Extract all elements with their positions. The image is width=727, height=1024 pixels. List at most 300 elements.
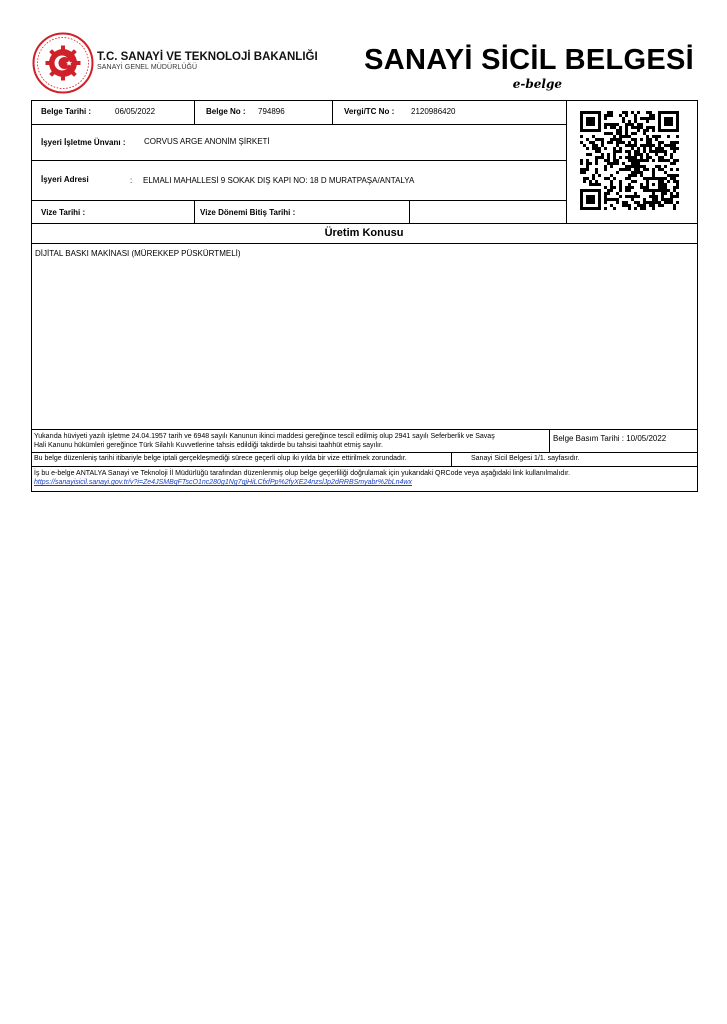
qr-module xyxy=(658,120,661,123)
qr-module xyxy=(598,138,601,141)
qr-module xyxy=(589,153,592,156)
qr-module xyxy=(652,150,655,153)
qr-module xyxy=(664,144,667,147)
qr-module xyxy=(589,123,592,126)
qr-module xyxy=(673,162,676,165)
production-item: DİJİTAL BASKI MAKİNASI (MÜREKKEP PÜSKÜRTMELİ) xyxy=(35,249,241,258)
qr-module xyxy=(631,171,634,174)
qr-module xyxy=(664,201,667,204)
qr-module xyxy=(634,171,637,174)
qr-module xyxy=(619,135,622,138)
qr-module xyxy=(631,123,634,126)
qr-module xyxy=(670,117,673,120)
qr-module xyxy=(670,168,673,171)
qr-module xyxy=(580,189,583,192)
qr-module xyxy=(673,129,676,132)
qr-module xyxy=(592,207,595,210)
qr-module xyxy=(589,180,592,183)
isyeri-adresi-colon: : xyxy=(130,176,133,185)
qr-module xyxy=(613,138,616,141)
qr-module xyxy=(673,195,676,198)
qr-module xyxy=(610,162,613,165)
qr-module xyxy=(625,150,628,153)
verification-notice: İş bu e-belge ANTALYA Sanayi ve Teknoloji İl Müdürlüğü tarafından düzenlenmiş olup belge geçerliliği doğrulamak için yukarıdaki QRCode veya aşağıdaki link kullanılmalıdır. xyxy=(34,470,571,477)
qr-module xyxy=(580,159,583,162)
qr-module xyxy=(655,198,658,201)
qr-module xyxy=(586,111,589,114)
qr-module xyxy=(607,141,610,144)
vergi-no-label: Vergi/TC No : xyxy=(344,107,395,116)
qr-module xyxy=(616,144,619,147)
qr-module xyxy=(598,201,601,204)
qr-module xyxy=(628,189,631,192)
qr-module xyxy=(676,180,679,183)
qr-module xyxy=(661,192,664,195)
qr-module xyxy=(625,177,628,180)
qr-module xyxy=(589,183,592,186)
qr-module xyxy=(598,207,601,210)
belge-tarihi-value: 06/05/2022 xyxy=(115,107,156,116)
qr-module xyxy=(646,135,649,138)
qr-module xyxy=(625,126,628,129)
qr-module xyxy=(592,183,595,186)
qr-module xyxy=(661,141,664,144)
qr-module xyxy=(640,138,643,141)
qr-module xyxy=(631,186,634,189)
qr-module xyxy=(628,174,631,177)
qr-module xyxy=(607,192,610,195)
directorate-name: SANAYİ GENEL MÜDÜRLÜĞÜ xyxy=(97,64,198,71)
qr-module xyxy=(604,165,607,168)
qr-module xyxy=(676,186,679,189)
qr-module xyxy=(640,156,643,159)
qr-module xyxy=(631,156,634,159)
qr-module xyxy=(595,156,598,159)
qr-module xyxy=(616,123,619,126)
qr-module xyxy=(580,135,583,138)
qr-module xyxy=(604,114,607,117)
qr-module xyxy=(658,111,661,114)
qr-module xyxy=(673,180,676,183)
qr-module xyxy=(616,132,619,135)
qr-module xyxy=(628,204,631,207)
qr-module xyxy=(673,186,676,189)
qr-module xyxy=(592,111,595,114)
production-heading: Üretim Konusu xyxy=(324,227,404,239)
legal-notice-line-2: Hali Kanunu hükümleri gereğince Türk Silahlı Kuvvetlerine tahsis edildiği takdirde bu tahsisi taahhüt etmiş sayılır. xyxy=(34,441,383,449)
qr-module xyxy=(640,126,643,129)
qr-module xyxy=(613,150,616,153)
qr-module xyxy=(658,135,661,138)
qr-module xyxy=(634,201,637,204)
qr-module xyxy=(634,144,637,147)
qr-module xyxy=(676,135,679,138)
qr-module xyxy=(676,195,679,198)
qr-module xyxy=(670,153,673,156)
qr-module xyxy=(610,123,613,126)
qr-module xyxy=(658,186,661,189)
qr-module xyxy=(646,168,649,171)
qr-module xyxy=(595,150,598,153)
qr-module xyxy=(664,120,667,123)
qr-module xyxy=(634,114,637,117)
qr-module xyxy=(586,207,589,210)
qr-module xyxy=(664,198,667,201)
qr-module xyxy=(649,144,652,147)
qr-module xyxy=(646,117,649,120)
qr-module xyxy=(631,138,634,141)
qr-module xyxy=(649,195,652,198)
qr-module xyxy=(631,144,634,147)
qr-module xyxy=(610,180,613,183)
qr-module xyxy=(643,132,646,135)
qr-module xyxy=(646,129,649,132)
qr-module xyxy=(622,141,625,144)
qr-module xyxy=(634,126,637,129)
qr-module xyxy=(640,165,643,168)
qr-module xyxy=(646,186,649,189)
qr-module xyxy=(589,129,592,132)
qr-module xyxy=(661,168,664,171)
belge-no-label: Belge No : xyxy=(206,107,246,116)
qr-module xyxy=(613,159,616,162)
qr-module xyxy=(616,201,619,204)
qr-module xyxy=(634,165,637,168)
qr-module xyxy=(655,195,658,198)
qr-module xyxy=(616,150,619,153)
qr-module xyxy=(628,195,631,198)
qr-module xyxy=(643,129,646,132)
ministry-logo-icon xyxy=(32,32,94,94)
qr-module xyxy=(640,171,643,174)
qr-module xyxy=(622,111,625,114)
qr-module xyxy=(661,111,664,114)
qr-module xyxy=(628,207,631,210)
qr-module xyxy=(580,207,583,210)
qr-module xyxy=(628,144,631,147)
qr-module xyxy=(604,207,607,210)
qr-module xyxy=(604,168,607,171)
qr-module xyxy=(631,162,634,165)
qr-module xyxy=(673,150,676,153)
qr-module xyxy=(580,111,583,114)
qr-module xyxy=(676,183,679,186)
qr-module xyxy=(583,111,586,114)
qr-module xyxy=(658,156,661,159)
qr-module xyxy=(670,162,673,165)
qr-module xyxy=(598,126,601,129)
qr-module xyxy=(598,129,601,132)
qr-module xyxy=(595,180,598,183)
qr-module xyxy=(604,132,607,135)
qr-module xyxy=(667,117,670,120)
belge-tarihi-label: Belge Tarihi : xyxy=(41,107,92,116)
qr-module xyxy=(640,204,643,207)
qr-module xyxy=(673,204,676,207)
qr-module xyxy=(586,201,589,204)
qr-module xyxy=(595,159,598,162)
qr-module xyxy=(619,138,622,141)
qr-module xyxy=(580,120,583,123)
qr-module xyxy=(667,159,670,162)
qr-module xyxy=(661,147,664,150)
qr-module xyxy=(610,114,613,117)
qr-module xyxy=(664,186,667,189)
qr-module xyxy=(634,153,637,156)
qr-module xyxy=(646,201,649,204)
page-indicator: Sanayi Sicil Belgesi 1/1. sayfasıdır. xyxy=(471,455,580,462)
qr-module xyxy=(637,150,640,153)
qr-module xyxy=(634,168,637,171)
qr-module xyxy=(658,183,661,186)
qr-module xyxy=(640,174,643,177)
qr-module xyxy=(670,123,673,126)
qr-module xyxy=(655,189,658,192)
validity-notice: Bu belge düzenleniş tarihi itibariyle belge iptali gerçekleşmediği sürece geçerli olup iki yılda bir vize ettirilmek zorundadır. xyxy=(34,455,407,462)
qr-module xyxy=(592,120,595,123)
qr-module xyxy=(634,192,637,195)
qr-module xyxy=(661,156,664,159)
qr-module xyxy=(634,174,637,177)
qr-code-icon[interactable] xyxy=(580,111,679,210)
qr-module xyxy=(580,129,583,132)
qr-module xyxy=(595,111,598,114)
qr-module xyxy=(655,153,658,156)
qr-module xyxy=(649,156,652,159)
qr-module xyxy=(661,159,664,162)
qr-module xyxy=(631,126,634,129)
qr-module xyxy=(646,144,649,147)
qr-module xyxy=(583,207,586,210)
qr-module xyxy=(649,111,652,114)
qr-module xyxy=(670,198,673,201)
qr-module xyxy=(652,189,655,192)
qr-module xyxy=(664,117,667,120)
qr-module xyxy=(613,198,616,201)
qr-module xyxy=(670,177,673,180)
qr-module xyxy=(595,162,598,165)
qr-module xyxy=(625,186,628,189)
qr-module xyxy=(673,207,676,210)
qr-module xyxy=(598,189,601,192)
qr-module xyxy=(643,201,646,204)
qr-module xyxy=(667,174,670,177)
verification-link[interactable]: https://sanayisicil.sanayi.gov.tr/v?i=Ze4JSMBqFTscO1nc280g1Ng7qjHiLCfxfPp%2fyXE24nzslJp2dRRBSmyabr%2bLn4wx xyxy=(34,479,412,486)
qr-module xyxy=(595,138,598,141)
qr-module xyxy=(643,177,646,180)
qr-module xyxy=(658,147,661,150)
qr-module xyxy=(610,189,613,192)
qr-module xyxy=(601,141,604,144)
qr-module xyxy=(580,195,583,198)
qr-module xyxy=(607,111,610,114)
qr-module xyxy=(601,144,604,147)
qr-module xyxy=(589,141,592,144)
qr-module xyxy=(676,147,679,150)
qr-module xyxy=(670,195,673,198)
qr-module xyxy=(664,189,667,192)
qr-module xyxy=(658,180,661,183)
qr-module xyxy=(676,129,679,132)
qr-module xyxy=(670,129,673,132)
qr-module xyxy=(589,189,592,192)
qr-module xyxy=(598,150,601,153)
qr-module xyxy=(598,147,601,150)
qr-module xyxy=(610,183,613,186)
qr-module xyxy=(580,198,583,201)
qr-module xyxy=(652,159,655,162)
ministry-name: T.C. SANAYİ VE TEKNOLOJİ BAKANLIĞI xyxy=(97,51,318,63)
qr-module xyxy=(580,171,583,174)
qr-module xyxy=(622,117,625,120)
qr-module xyxy=(670,174,673,177)
qr-module xyxy=(595,171,598,174)
qr-module xyxy=(631,195,634,198)
qr-module xyxy=(586,129,589,132)
qr-module xyxy=(664,171,667,174)
qr-module xyxy=(607,159,610,162)
qr-module xyxy=(604,195,607,198)
qr-module xyxy=(631,111,634,114)
qr-module xyxy=(580,201,583,204)
qr-module xyxy=(625,165,628,168)
qr-module xyxy=(589,162,592,165)
qr-module xyxy=(667,120,670,123)
qr-module xyxy=(649,177,652,180)
qr-module xyxy=(673,159,676,162)
qr-module xyxy=(598,120,601,123)
qr-module xyxy=(592,129,595,132)
qr-module xyxy=(613,162,616,165)
qr-module xyxy=(673,189,676,192)
qr-module xyxy=(592,117,595,120)
qr-module xyxy=(595,147,598,150)
qr-module xyxy=(616,129,619,132)
qr-module xyxy=(619,186,622,189)
qr-module xyxy=(619,141,622,144)
qr-module xyxy=(625,123,628,126)
qr-module xyxy=(592,135,595,138)
qr-module xyxy=(664,111,667,114)
qr-module xyxy=(625,204,628,207)
qr-module xyxy=(640,186,643,189)
legal-notice xyxy=(34,433,546,450)
qr-module xyxy=(673,144,676,147)
qr-module xyxy=(580,204,583,207)
isyeri-unvani-value: CORVUS ARGE ANONİM ŞİRKETİ xyxy=(144,137,270,146)
qr-module xyxy=(667,144,670,147)
qr-module xyxy=(586,159,589,162)
qr-module xyxy=(631,147,634,150)
qr-module xyxy=(676,159,679,162)
qr-module xyxy=(616,192,619,195)
qr-module xyxy=(628,186,631,189)
qr-module xyxy=(655,150,658,153)
belge-no-value: 794896 xyxy=(258,107,285,116)
qr-module xyxy=(610,141,613,144)
qr-module xyxy=(640,144,643,147)
qr-module xyxy=(643,159,646,162)
qr-module xyxy=(586,123,589,126)
qr-module xyxy=(637,168,640,171)
qr-module xyxy=(643,147,646,150)
qr-module xyxy=(646,141,649,144)
qr-module xyxy=(628,159,631,162)
qr-module xyxy=(619,189,622,192)
qr-module xyxy=(631,165,634,168)
qr-module xyxy=(676,126,679,129)
qr-module xyxy=(655,177,658,180)
qr-module xyxy=(649,201,652,204)
qr-module xyxy=(598,123,601,126)
qr-module xyxy=(643,186,646,189)
qr-module xyxy=(580,117,583,120)
qr-module xyxy=(643,198,646,201)
qr-module xyxy=(628,135,631,138)
qr-module xyxy=(640,159,643,162)
qr-module xyxy=(592,141,595,144)
qr-module xyxy=(586,162,589,165)
qr-module xyxy=(604,117,607,120)
qr-module xyxy=(625,195,628,198)
e-belge-subtitle: e-belge xyxy=(512,77,562,91)
qr-module xyxy=(595,189,598,192)
qr-module xyxy=(610,132,613,135)
qr-module xyxy=(604,198,607,201)
qr-module xyxy=(619,180,622,183)
qr-module xyxy=(601,156,604,159)
qr-module xyxy=(646,153,649,156)
qr-module xyxy=(619,132,622,135)
qr-module xyxy=(640,153,643,156)
qr-module xyxy=(664,150,667,153)
qr-module xyxy=(637,195,640,198)
qr-module xyxy=(649,189,652,192)
qr-module xyxy=(634,162,637,165)
qr-module xyxy=(592,201,595,204)
qr-module xyxy=(667,180,670,183)
qr-module xyxy=(658,141,661,144)
qr-module xyxy=(652,201,655,204)
qr-module xyxy=(652,177,655,180)
qr-module xyxy=(625,156,628,159)
qr-module xyxy=(673,141,676,144)
qr-module xyxy=(637,147,640,150)
qr-module xyxy=(604,159,607,162)
vize-bitis-label: Vize Dönemi Bitiş Tarihi : xyxy=(200,208,296,217)
qr-module xyxy=(583,189,586,192)
qr-module xyxy=(598,117,601,120)
qr-module xyxy=(592,177,595,180)
qr-module xyxy=(655,201,658,204)
qr-module xyxy=(613,156,616,159)
qr-module xyxy=(637,165,640,168)
qr-module xyxy=(616,141,619,144)
qr-module xyxy=(619,147,622,150)
qr-module xyxy=(664,177,667,180)
qr-module xyxy=(676,123,679,126)
qr-module xyxy=(628,150,631,153)
qr-module xyxy=(658,165,661,168)
qr-module xyxy=(595,144,598,147)
qr-module xyxy=(649,147,652,150)
qr-module xyxy=(625,132,628,135)
qr-module xyxy=(592,198,595,201)
qr-module xyxy=(619,114,622,117)
qr-module xyxy=(676,111,679,114)
qr-module xyxy=(616,138,619,141)
qr-module xyxy=(661,204,664,207)
